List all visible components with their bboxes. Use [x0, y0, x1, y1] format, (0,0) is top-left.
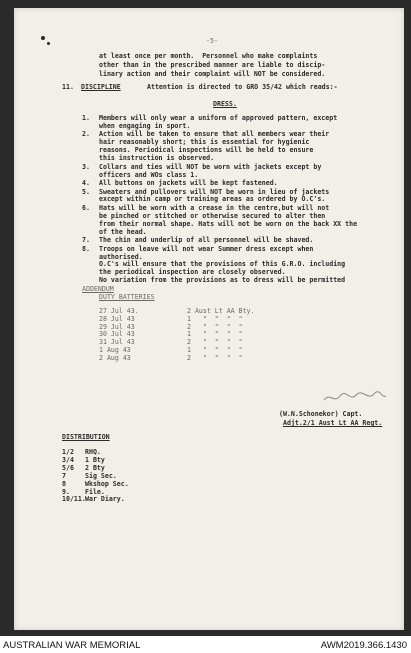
distribution-heading: DISTRIBUTION: [62, 433, 110, 441]
item-text-line: Sweaters and pullovers will NOT be worn in lieu of jackets: [99, 187, 330, 196]
distribution-recipient: 1 Bty: [85, 455, 105, 464]
signature-name: (W.N.Schonekor) Capt.: [279, 410, 363, 418]
duty-battery: 2 " " " ": [187, 353, 243, 362]
punch-hole-mark: [47, 42, 50, 45]
duty-battery: 1 " " " ": [187, 346, 243, 354]
duty-date: 31 Jul 43: [99, 338, 135, 347]
distribution-copy-number: 3/4: [62, 455, 74, 464]
duty-battery: 2 Aust Lt AA Bty.: [187, 307, 255, 315]
duty-battery: 1 " " " ": [187, 330, 243, 339]
intro-text-line: other than in the prescribed manner are liable to discip-: [99, 61, 326, 69]
distribution-copy-number: 9.: [62, 487, 70, 496]
section-heading: DISCIPLINE: [81, 83, 121, 91]
page-number: -5-: [206, 37, 218, 45]
distribution-copy-number: 5/6: [62, 463, 74, 472]
item-text-line: from their normal shape. Hats will not be worn on the back XX the: [99, 219, 358, 228]
item-text-line: Members will only wear a uniform of approved pattern, except: [99, 114, 338, 122]
distribution-copy-number: 7: [62, 471, 66, 480]
item-number: 5.: [82, 187, 90, 196]
item-number: 6.: [82, 203, 90, 212]
item-number: 1.: [82, 114, 90, 122]
distribution-copy-number: 8: [62, 479, 66, 488]
item-number: 3.: [82, 162, 90, 171]
duty-date: 28 Jul 43: [99, 314, 135, 323]
item-text-line: the periodical inspection are closely observed.: [99, 268, 286, 277]
addendum-heading: ADDENDUM: [82, 285, 114, 293]
signature-title: Adjt.2/1 Aust Lt AA Regt.: [283, 419, 383, 427]
duty-battery: 1 " " " ": [187, 314, 243, 323]
item-text-line: of the head.: [99, 227, 147, 236]
duty-battery: 2 " " " ": [187, 338, 243, 347]
item-text-line: this instruction is observed.: [99, 154, 215, 163]
duty-date: 1 Aug 43: [99, 346, 131, 354]
distribution-recipient: File.: [85, 487, 105, 496]
item-text-line: All buttons on jackets will be kept fastened.: [99, 179, 278, 187]
intro-text-line: at least once per month. Personnel who make complaints: [99, 52, 318, 60]
item-text-line: authorised.: [99, 252, 143, 261]
distribution-recipient: 2 Bty: [85, 463, 105, 472]
item-number: 2.: [82, 130, 90, 139]
duty-date: 30 Jul 43: [99, 330, 135, 339]
item-text-line: except within camp or training areas as ordered by O.C's.: [99, 195, 326, 204]
item-number: 7.: [82, 236, 90, 245]
distribution-recipient: War Diary.: [85, 495, 125, 504]
dress-subheading: DRESS.: [213, 100, 237, 108]
footer-accession-number: AWM2019.366.1430: [320, 640, 407, 651]
distribution-recipient: RHQ.: [85, 448, 101, 456]
item-text-line: reasons. Periodical inspections will be held to ensure: [99, 146, 314, 155]
item-text-line: officers and WOs class 1.: [99, 170, 199, 179]
distribution-recipient: Sig Sec.: [85, 471, 117, 480]
item-text-line: Action will be taken to ensure that all members wear their: [99, 130, 330, 139]
signature-scribble: [320, 388, 390, 406]
item-text-line: Collars and ties will NOT be worn with jackets except by: [99, 162, 322, 171]
duty-batteries-heading: DUTY BATTERIES: [99, 293, 155, 301]
item-text-line: The chin and underlip of all personnel will be shaved.: [99, 236, 314, 245]
punch-hole-mark: [41, 36, 45, 40]
item-text-line: No variation from the provisions as to dress will be permitted: [99, 276, 346, 285]
distribution-copy-number: 10/11.: [62, 495, 86, 504]
item-text-line: be pinched or stitched or otherwise secured to alter then: [99, 211, 326, 220]
distribution-copy-number: 1/2: [62, 448, 74, 456]
duty-date: 29 Jul 43: [99, 322, 135, 331]
item-text-line: Hats will be worn with a crease in the centre,but will not: [99, 203, 330, 212]
duty-battery: 2 " " " ": [187, 322, 243, 331]
item-text-line: hair reasonably short; this is essential for hygienic: [99, 138, 310, 147]
duty-date: 27 Jul 43.: [99, 307, 139, 315]
footer-institution: AUSTRALIAN WAR MEMORIAL: [3, 640, 141, 651]
item-text-line: Troops on leave will not wear Summer dress except when: [99, 244, 314, 253]
item-text-line: when engaging in sport.: [99, 121, 191, 130]
item-number: 8.: [82, 244, 90, 253]
distribution-recipient: Wkshop Sec.: [85, 479, 129, 488]
footer-bar: [0, 636, 411, 653]
item-text-line: O.C's will ensure that the provisions of this G.R.O. including: [99, 260, 346, 269]
intro-text-line: linary action and their complaint will NOT be considered.: [99, 70, 326, 78]
section-intro: Attention is directed to GRO 35/42 which reads:-: [147, 83, 338, 91]
section-number: 11.: [62, 83, 74, 91]
item-number: 4.: [82, 179, 90, 187]
duty-date: 2 Aug 43: [99, 353, 131, 362]
